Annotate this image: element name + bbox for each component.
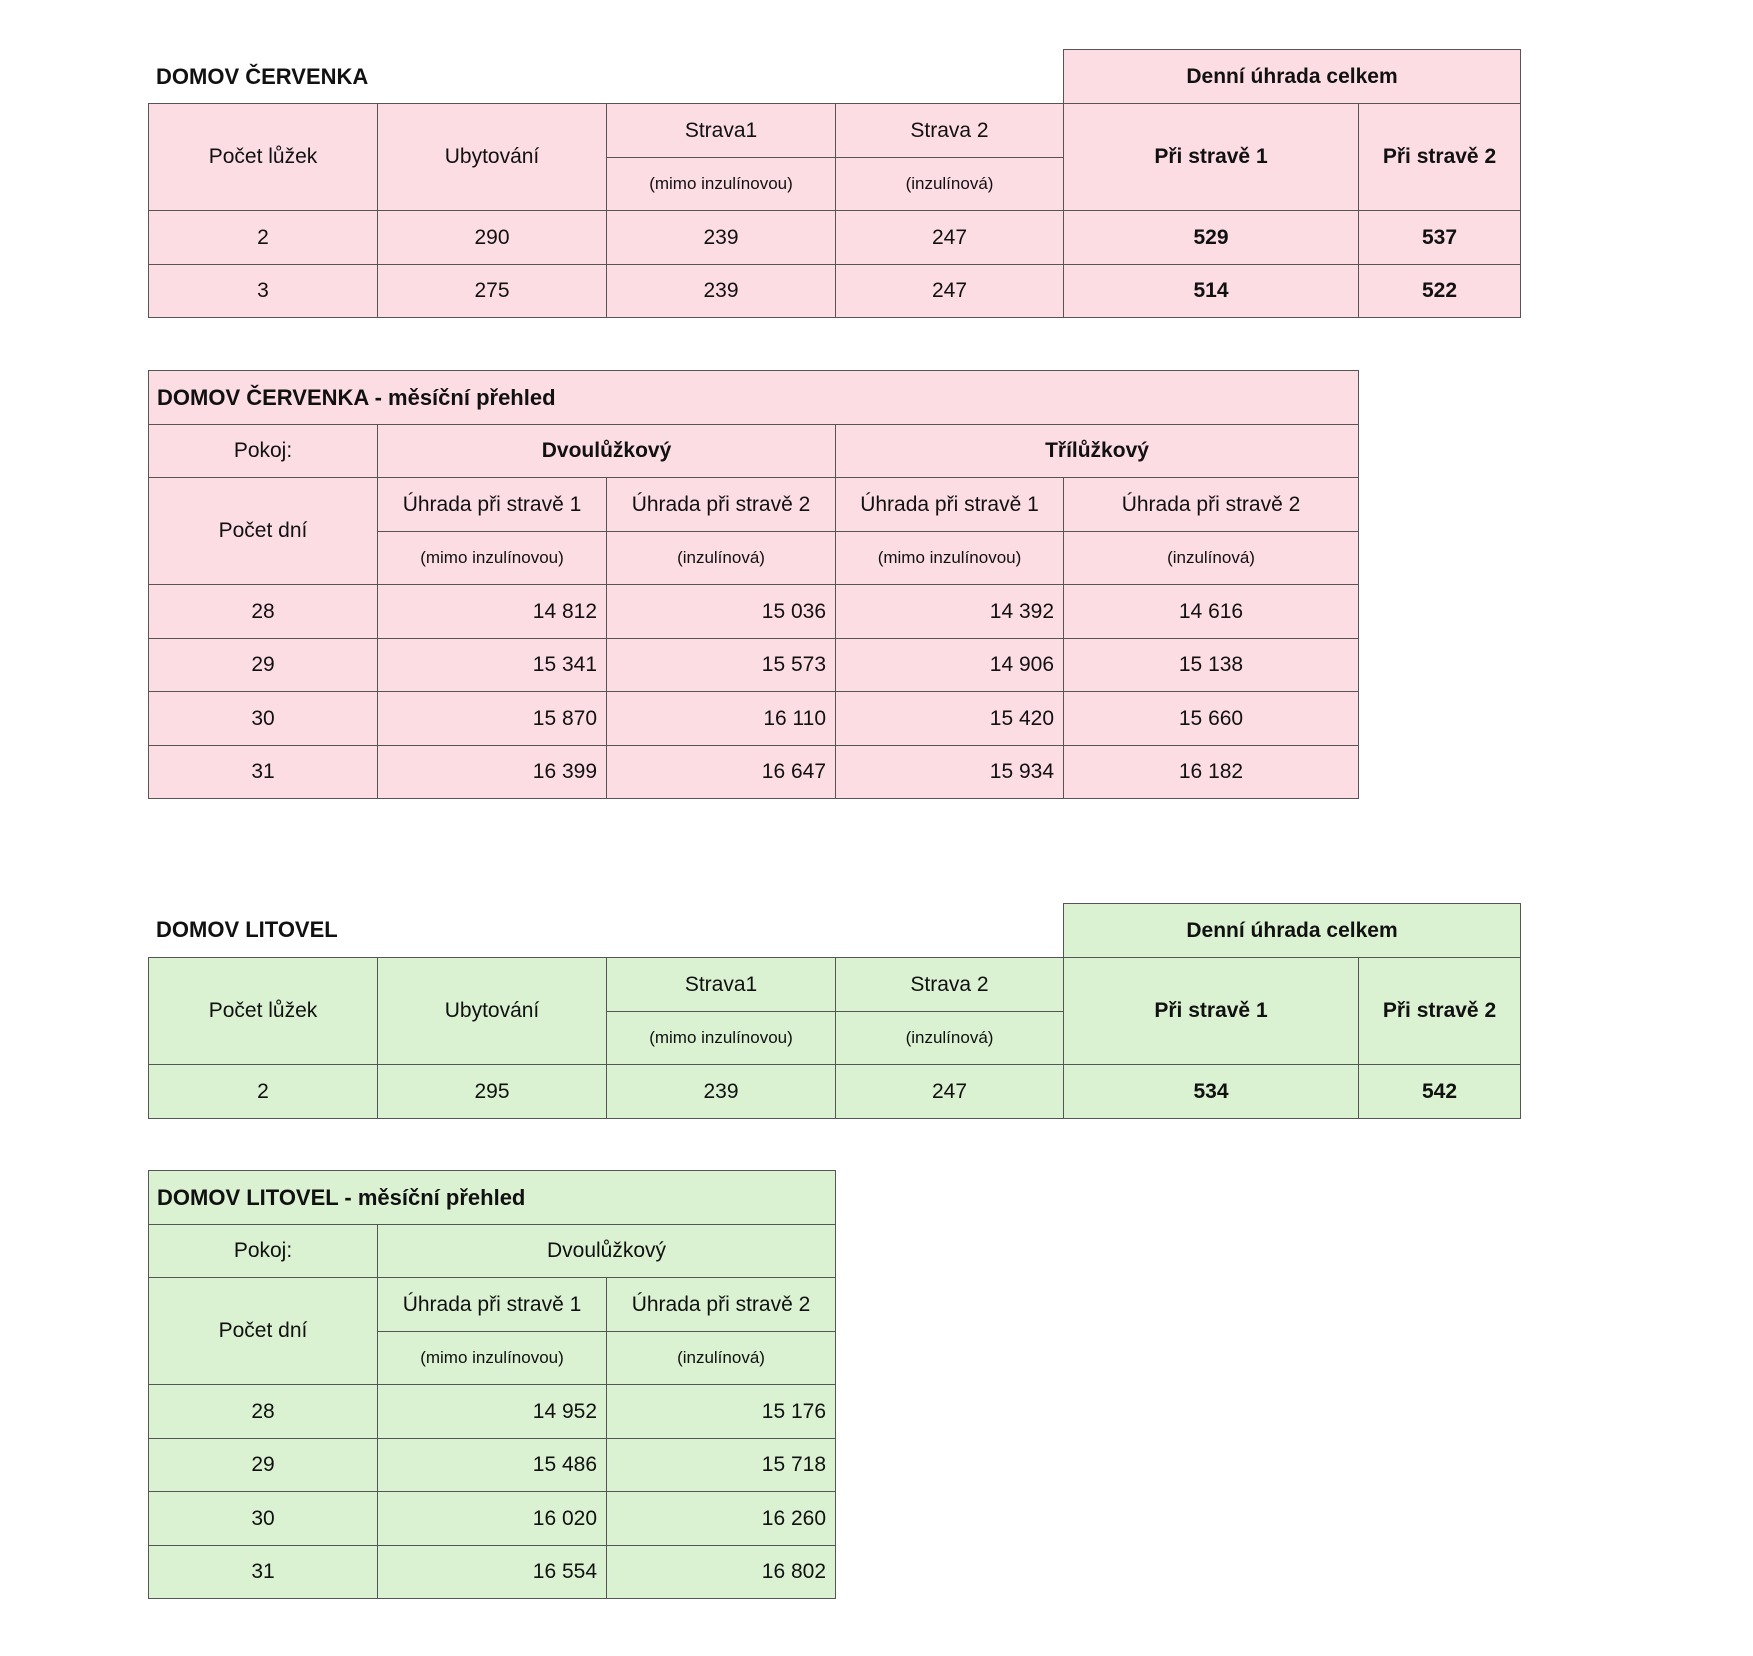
cervenka-monthly-t1: 14 392 (835, 584, 1064, 639)
cervenka-monthly-d2: 15 036 (606, 584, 836, 639)
litovel-monthly-d2: 15 176 (606, 1384, 836, 1439)
cervenka-col-beds: Počet lůžek (148, 103, 378, 211)
litovel-monthly-days: 28 (148, 1384, 378, 1439)
litovel-col-accommodation: Ubytování (377, 957, 607, 1065)
litovel-col-total1: Při stravě 1 (1063, 957, 1359, 1065)
cervenka-monthly-days-label: Počet dní (148, 477, 378, 585)
litovel-monthly-pay1: Úhrada při stravě 1 (377, 1277, 607, 1332)
litovel-monthly-d1: 15 486 (377, 1438, 607, 1492)
litovel-monthly-days: 29 (148, 1438, 378, 1492)
cervenka-monthly-t2: 15 660 (1063, 691, 1359, 746)
cervenka-row-total2: 522 (1358, 264, 1521, 318)
cervenka-monthly-d2: 15 573 (606, 638, 836, 692)
cervenka-monthly-t1: 15 420 (835, 691, 1064, 746)
litovel-monthly-title: DOMOV LITOVEL - měsíční přehled (148, 1170, 836, 1225)
cervenka-monthly-t2: 16 182 (1063, 745, 1359, 799)
cervenka-row-total1: 529 (1063, 210, 1359, 265)
cervenka-monthly-triple-pay1-sub: (mimo inzulínovou) (835, 531, 1064, 585)
cervenka-monthly-t2: 15 138 (1063, 638, 1359, 692)
cervenka-row-beds: 3 (148, 264, 378, 318)
litovel-title: DOMOV LITOVEL (156, 917, 338, 942)
litovel-monthly-d1: 16 020 (377, 1491, 607, 1546)
cervenka-col-diet2-sub: (inzulínová) (835, 157, 1064, 211)
cervenka-daily-header: Denní úhrada celkem (1063, 49, 1521, 104)
litovel-col-diet1: Strava1 (606, 957, 836, 1012)
litovel-row-total1: 534 (1063, 1064, 1359, 1119)
litovel-monthly-days-label: Počet dní (148, 1277, 378, 1385)
cervenka-row-accommodation: 275 (377, 264, 607, 318)
litovel-col-beds: Počet lůžek (148, 957, 378, 1065)
cervenka-monthly-t1: 15 934 (835, 745, 1064, 799)
litovel-col-diet1-sub: (mimo inzulínovou) (606, 1011, 836, 1065)
cervenka-monthly-double-pay1-sub: (mimo inzulínovou) (377, 531, 607, 585)
litovel-monthly-d2: 15 718 (606, 1438, 836, 1492)
litovel-monthly-room-double: Dvoulůžkový (377, 1224, 836, 1278)
litovel-row-accommodation: 295 (377, 1064, 607, 1119)
cervenka-monthly-d1: 15 341 (377, 638, 607, 692)
litovel-monthly-days: 30 (148, 1491, 378, 1546)
cervenka-monthly-t1: 14 906 (835, 638, 1064, 692)
litovel-row-total2: 542 (1358, 1064, 1521, 1119)
litovel-monthly-d1: 16 554 (377, 1545, 607, 1599)
cervenka-monthly-double-pay2-sub: (inzulínová) (606, 531, 836, 585)
litovel-monthly-room-label: Pokoj: (148, 1224, 378, 1278)
cervenka-monthly-days: 30 (148, 691, 378, 746)
cervenka-monthly-d1: 16 399 (377, 745, 607, 799)
litovel-monthly-pay1-sub: (mimo inzulínovou) (377, 1331, 607, 1385)
cervenka-col-diet1-sub: (mimo inzulínovou) (606, 157, 836, 211)
cervenka-monthly-room-double: Dvoulůžkový (377, 424, 836, 478)
cervenka-monthly-room-triple: Třílůžkový (835, 424, 1359, 478)
litovel-daily-header: Denní úhrada celkem (1063, 903, 1521, 958)
cervenka-col-total1: Při stravě 1 (1063, 103, 1359, 211)
cervenka-monthly-room-label: Pokoj: (148, 424, 378, 478)
cervenka-row-diet1: 239 (606, 264, 836, 318)
cervenka-col-diet2: Strava 2 (835, 103, 1064, 158)
cervenka-monthly-d2: 16 110 (606, 691, 836, 746)
cervenka-monthly-double-pay1: Úhrada při stravě 1 (377, 477, 607, 532)
litovel-monthly-days: 31 (148, 1545, 378, 1599)
cervenka-monthly-double-pay2: Úhrada při stravě 2 (606, 477, 836, 532)
litovel-col-total2: Při stravě 2 (1358, 957, 1521, 1065)
cervenka-monthly-t2: 14 616 (1063, 584, 1359, 639)
cervenka-monthly-triple-pay2: Úhrada při stravě 2 (1063, 477, 1359, 532)
cervenka-row-total1: 514 (1063, 264, 1359, 318)
cervenka-monthly-days: 29 (148, 638, 378, 692)
cervenka-monthly-d2: 16 647 (606, 745, 836, 799)
cervenka-col-total2: Při stravě 2 (1358, 103, 1521, 211)
cervenka-row-diet2: 247 (835, 210, 1064, 265)
cervenka-monthly-title: DOMOV ČERVENKA - měsíční přehled (148, 370, 1359, 425)
litovel-row-diet1: 239 (606, 1064, 836, 1119)
cervenka-monthly-days: 31 (148, 745, 378, 799)
cervenka-row-total2: 537 (1358, 210, 1521, 265)
litovel-monthly-pay2-sub: (inzulínová) (606, 1331, 836, 1385)
cervenka-col-accommodation: Ubytování (377, 103, 607, 211)
cervenka-col-diet1: Strava1 (606, 103, 836, 158)
litovel-monthly-pay2: Úhrada při stravě 2 (606, 1277, 836, 1332)
cervenka-row-diet2: 247 (835, 264, 1064, 318)
cervenka-row-beds: 2 (148, 210, 378, 265)
cervenka-monthly-days: 28 (148, 584, 378, 639)
cervenka-title: DOMOV ČERVENKA (156, 64, 369, 89)
litovel-monthly-d2: 16 802 (606, 1545, 836, 1599)
litovel-row-beds: 2 (148, 1064, 378, 1119)
cervenka-row-diet1: 239 (606, 210, 836, 265)
litovel-col-diet2-sub: (inzulínová) (835, 1011, 1064, 1065)
cervenka-monthly-triple-pay2-sub: (inzulínová) (1063, 531, 1359, 585)
cervenka-row-accommodation: 290 (377, 210, 607, 265)
litovel-monthly-d1: 14 952 (377, 1384, 607, 1439)
cervenka-monthly-d1: 14 812 (377, 584, 607, 639)
litovel-row-diet2: 247 (835, 1064, 1064, 1119)
cervenka-monthly-d1: 15 870 (377, 691, 607, 746)
litovel-col-diet2: Strava 2 (835, 957, 1064, 1012)
cervenka-monthly-triple-pay1: Úhrada při stravě 1 (835, 477, 1064, 532)
litovel-monthly-d2: 16 260 (606, 1491, 836, 1546)
